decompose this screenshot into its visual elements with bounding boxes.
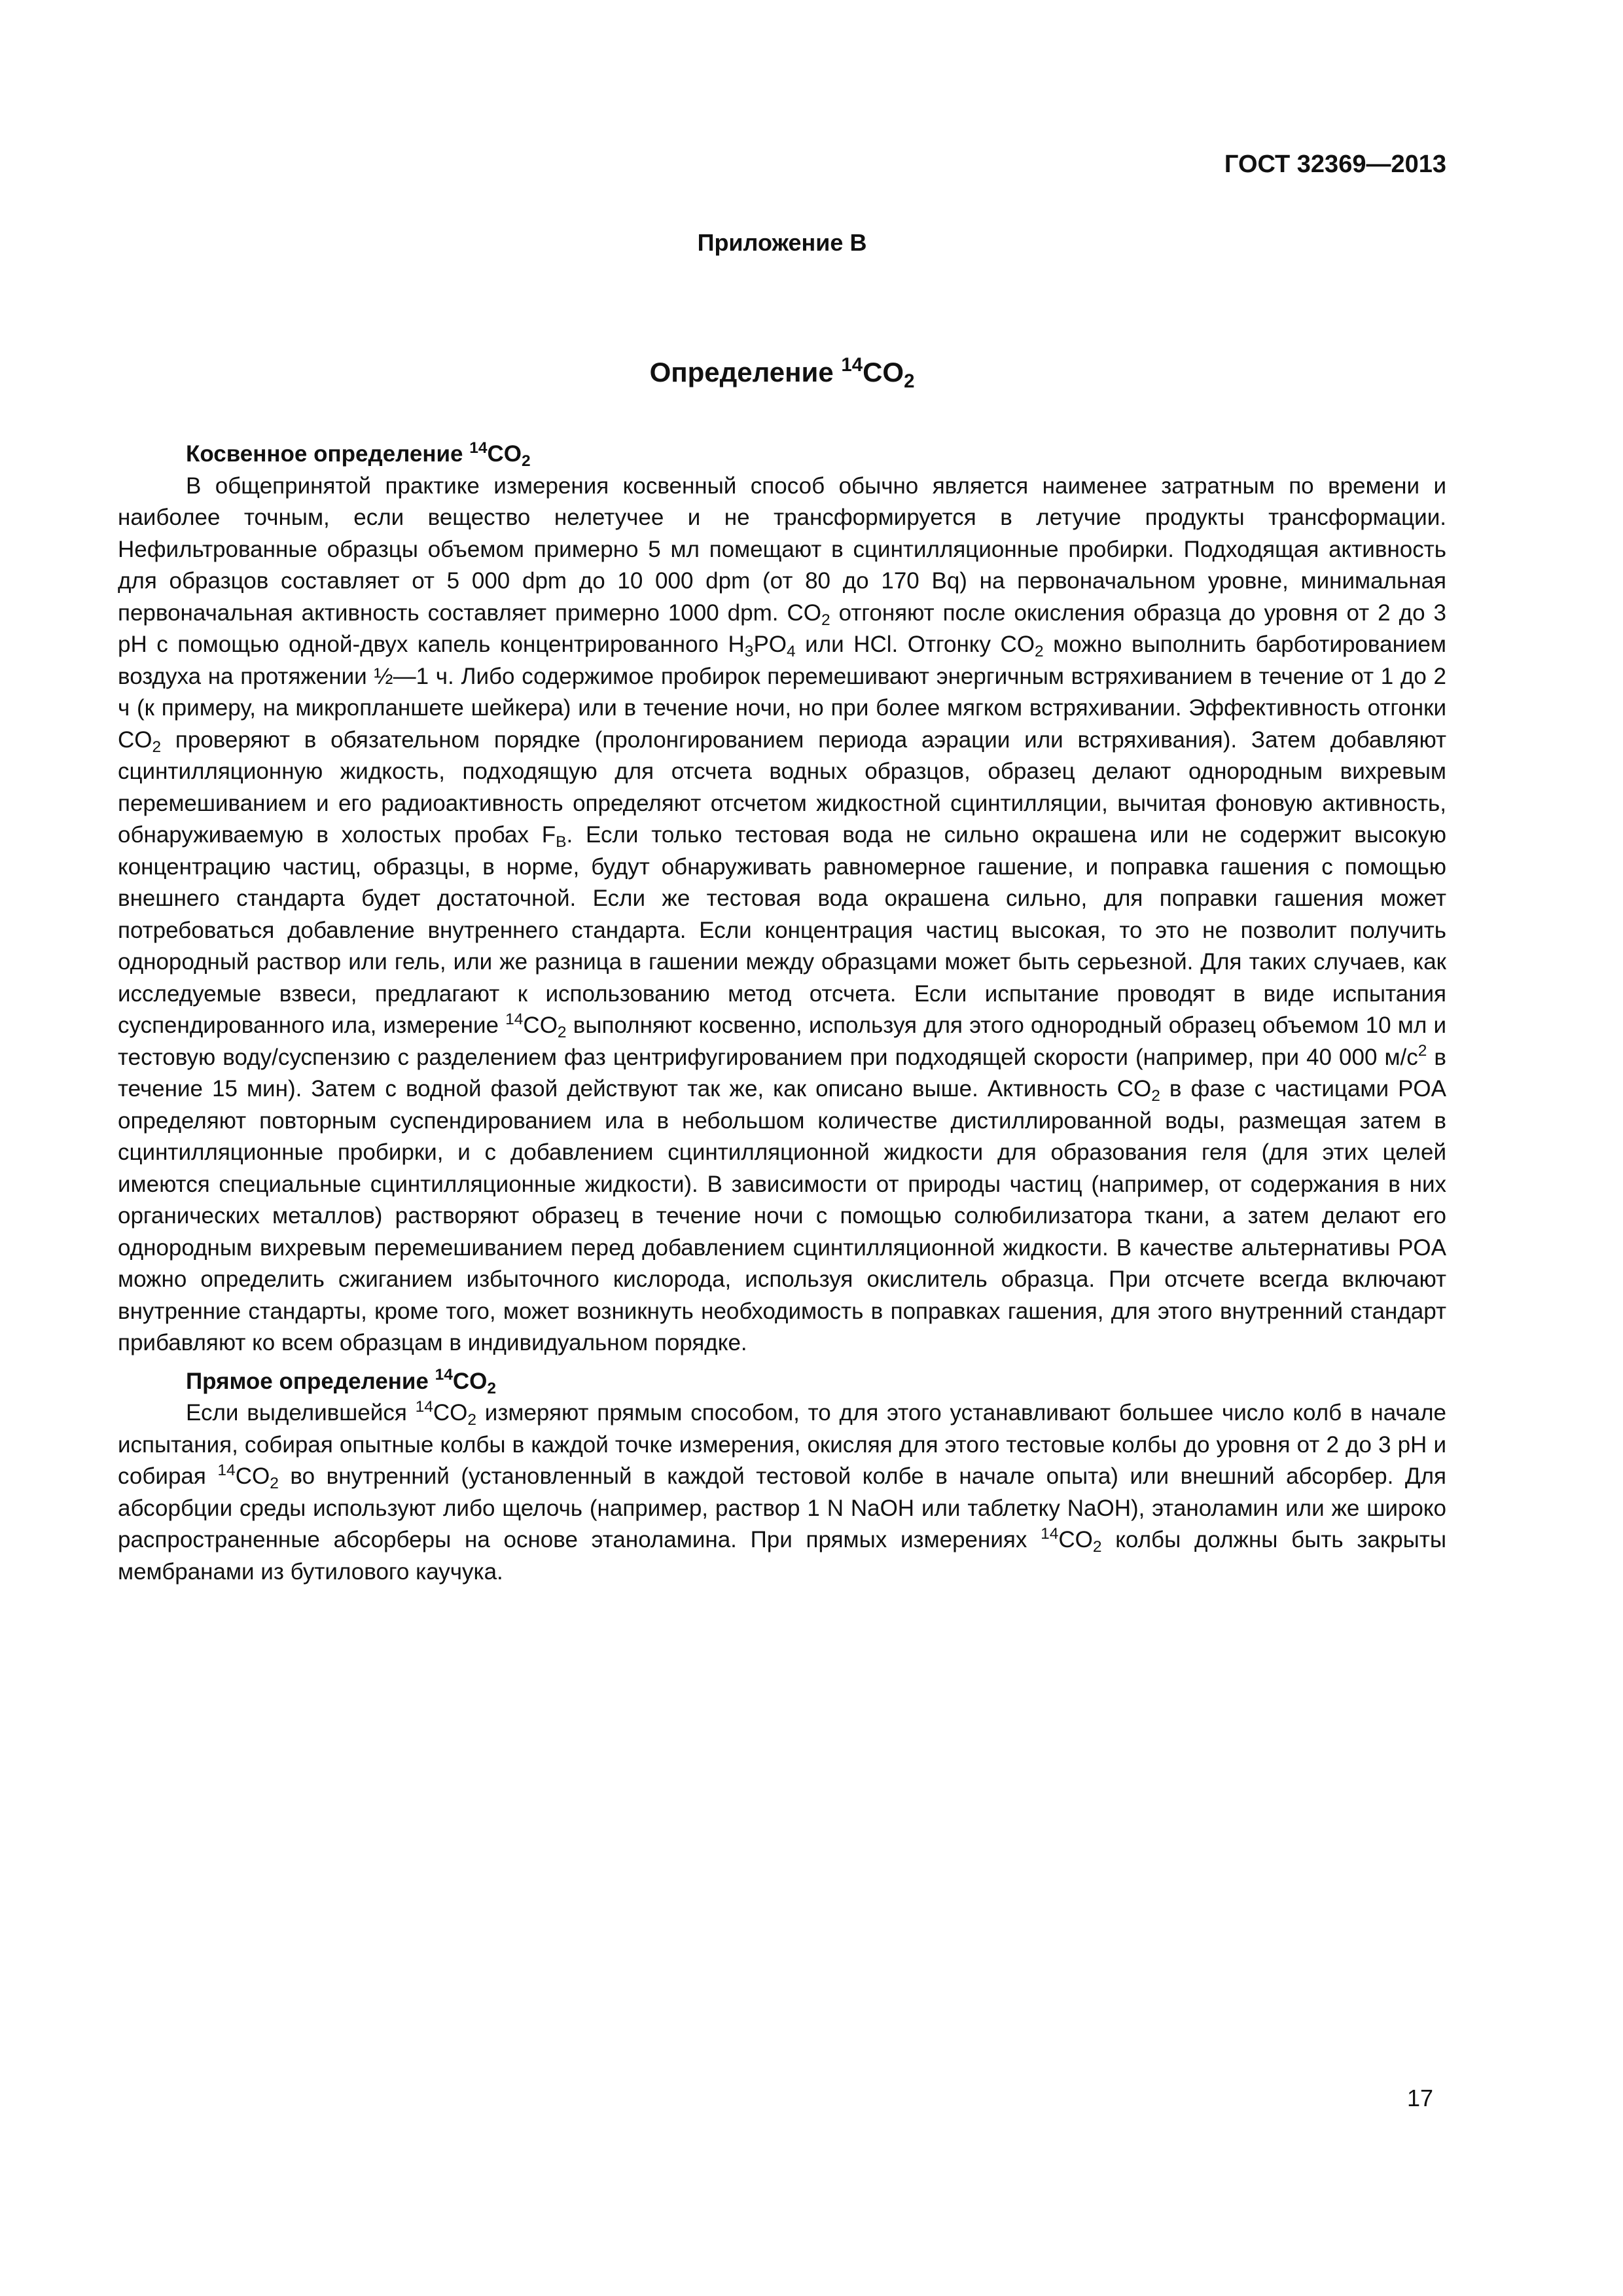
text-run: CO — [235, 1463, 270, 1489]
paragraph-indirect — [118, 471, 1446, 1359]
subscript: 2 — [557, 1024, 567, 1042]
text-run: CO — [523, 1013, 558, 1038]
text-run: . Если только тестовая вода не сильно окрашена или не содержит высокую концентрацию частиц, образцы, в норме, будут обнаруживать равномерное гашение, и поправка гашения с помощью внешнего стандарта будет достаточной. Если же тестовая вода окрашена сильно, для поправки гашения может потребоваться добавление внутреннего стандарта. Если концентрация частиц высокая, то это не позволит получить однородный раствор или гель, или же разница в гашении между образцами может быть серьезной. Для таких случаев, как исследуемые взвеси, предлагают к использованию метод отсчета. Если испытание проводят в виде испытания суспендированного ила, измерение — [118, 822, 1446, 1038]
paragraph-direct — [118, 1397, 1446, 1588]
text-run: колбы должны быть закрыты мембранами из бутилового каучука. — [118, 1527, 1446, 1585]
subscript: B — [556, 833, 567, 852]
section-heading-indirect — [118, 439, 1446, 471]
text-run: в фазе с частицами POA определяют повторным суспендированием ила в небольшом количестве дистиллированной воды, размещая затем в сцинтилляционные пробирки, и с добавлением сцинтилляционной жидкости для образования геля (для этих целей имеются специальные сцинтилляционные жидкости). В зависимости от природы частиц (например, от содержания в них органических металлов) растворяют образец в течение ночи с помощью солюбилизатора ткани, а затем делают его однородным вихревым перемешиванием перед добавлением сцинтилляционной жидкости. В качестве альтернативы POA можно определить сжиганием избыточного кислорода, используя окислитель образца. При отсчете всегда включают внутренние стандарты, кроме того, может возникнуть необходимость в поправках гашения, для этого внутренний стандарт прибавляют ко всем образцам в индивидуальном порядке. — [118, 1076, 1447, 1355]
text-run: CO — [1058, 1527, 1093, 1552]
text-run: CO — [433, 1400, 468, 1426]
heading-isotope: 14 — [435, 1366, 453, 1384]
superscript: 14 — [217, 1461, 236, 1479]
heading-text: Прямое определение — [186, 1368, 435, 1394]
subscript: 2 — [821, 611, 830, 629]
heading-subscript: 2 — [487, 1379, 497, 1397]
superscript: 14 — [415, 1397, 433, 1416]
section-heading-direct — [118, 1366, 1446, 1398]
text-run: выполняют косвенно, используя для этого однородный образец объемом 10 мл и тестовую воду/суспензию с разделением фаз центрифугированием при подходящей скорости (например, при 40 000 м/с — [118, 1013, 1446, 1070]
document-body — [118, 439, 1446, 1588]
page-title — [0, 353, 1564, 392]
subscript: 2 — [152, 738, 162, 756]
text-run: во внутренний (установленный в каждой тестовой колбе в начале опыта) или внешний абсорбер. Для абсорбции среды используют либо щелочь (например, раствор 1 N NaOH или таблетку NaOH), этаноламин или же широко распространенные абсорберы на основе этаноламина. При прямых измерениях — [118, 1463, 1446, 1552]
text-run: в течение 15 мин). Затем с водной фазой действуют так же, как описано выше. Активность CO — [118, 1044, 1446, 1102]
text-run: отгоняют после окисления образца до уровня от 2 до 3 pH с помощью одной-двух капель концентрированного H — [118, 600, 1446, 657]
subscript: 2 — [270, 1475, 279, 1493]
title-subscript: 2 — [904, 370, 915, 392]
heading-formula: CO — [487, 441, 522, 467]
heading-subscript: 2 — [522, 452, 531, 471]
text-run: В общепринятой практике измерения косвенный способ обычно является наименее затратным по времени и наиболее точным, если вещество нелетучее и не трансформируется в летучие продукты трансформации. Нефильтрованные образцы объемом примерно 5 мл помещают в сцинтилляционные пробирки. Подходящая активность для образцов составляет от 5 000 dpm до 10 000 dpm (от 80 до 170 Bq) на первоначальном уровне, минимальная первоначальная активность составляет примерно 1000 dpm. CO — [118, 473, 1446, 626]
text-run: измеряют прямым способом, то для этого устанавливают большее число колб в начале испытания, собирая опытные колбы в каждой точке измерения, окисляя для этого тестовые колбы до уровня от 2 до 3 pH и собирая — [118, 1400, 1446, 1489]
text-run: Если выделившейся — [186, 1400, 416, 1426]
title-text: Определение — [649, 357, 842, 387]
subscript: 2 — [1092, 1538, 1102, 1556]
superscript: 14 — [1041, 1524, 1059, 1543]
text-run: PO — [753, 632, 787, 657]
heading-text: Косвенное определение — [186, 441, 470, 467]
appendix-label: Приложение В — [697, 229, 867, 256]
superscript: 14 — [505, 1010, 524, 1028]
subscript: 3 — [744, 643, 754, 661]
title-isotope: 14 — [841, 353, 863, 376]
title-formula: CO — [863, 357, 904, 387]
heading-isotope: 14 — [469, 439, 488, 457]
superscript: 2 — [1418, 1042, 1427, 1060]
subscript: 2 — [467, 1411, 476, 1429]
heading-formula: CO — [452, 1368, 488, 1394]
text-run: или HCl. Отгонку CO — [795, 632, 1035, 657]
subscript: 4 — [787, 643, 796, 661]
text-run: проверяют в обязательном порядке (пролонгированием периода аэрации или встряхивания). Затем добавляют сцинтилляционную жидкость, подходящую для отсчета водных образцов, образец делают однородным вихревым перемешиванием и его радиоактивность определяют отсчетом жидкостной сцинтилляции, вычитая фоновую активность, обнаруживаемую в холостых пробах F — [118, 726, 1446, 848]
page-number: 17 — [1407, 2085, 1434, 2111]
subscript: 2 — [1151, 1087, 1160, 1105]
section-gap — [118, 1359, 1446, 1366]
document-code: ГОСТ 32369—2013 — [1224, 151, 1446, 178]
text-run: можно выполнить барботированием воздуха на протяжении ½—1 ч. Либо содержимое пробирок перемешивают энергичным встряхиванием в течение от 1 до 2 ч (к примеру, на микропланшете шейкера) или в течение ночи, но при более мягком встряхивании. Эффективность отгонки CO — [118, 632, 1446, 753]
subscript: 2 — [1035, 643, 1044, 661]
